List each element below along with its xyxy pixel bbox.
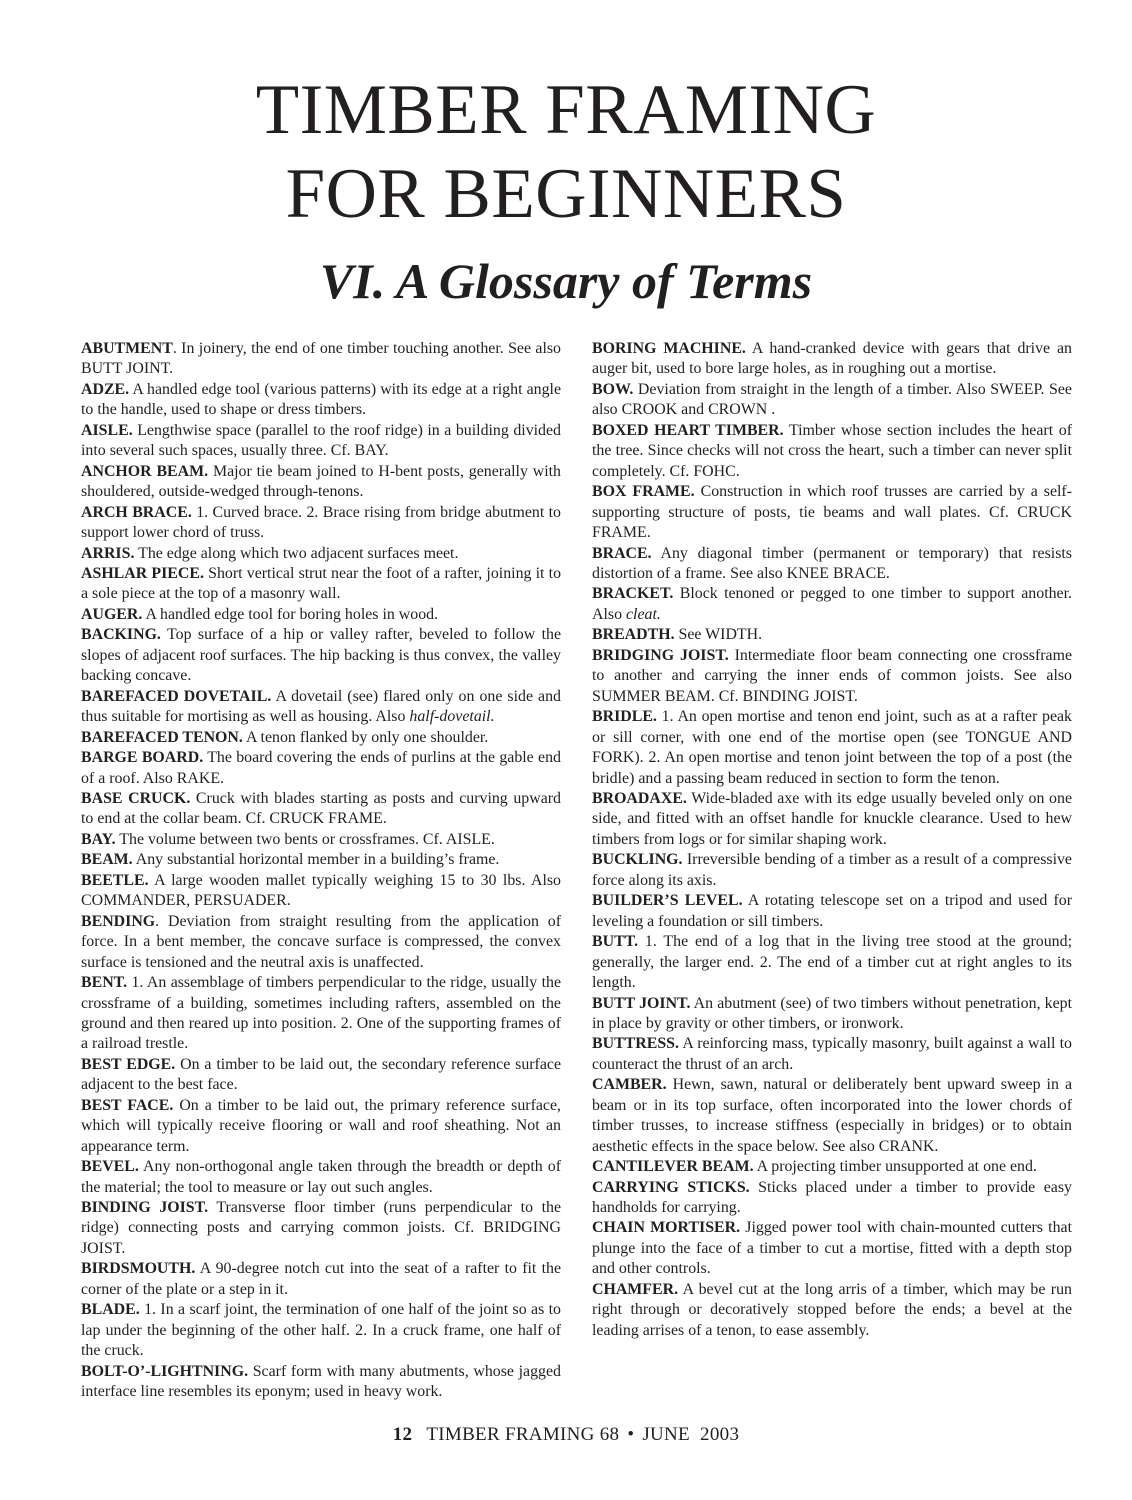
glossary-entry — [592, 707, 1072, 789]
glossary-right-column — [592, 339, 1072, 1341]
glossary-term: ARCH BRACE. — [81, 503, 192, 521]
glossary-definition: A bevel cut at the long arris of a timber, which may be run right through or decoratively stopped before the ends; a bevel at the leading arrises of a tenon, to ease assembly. — [592, 1280, 1072, 1339]
glossary-entry — [592, 1218, 1072, 1279]
glossary-definition: A projecting timber unsupported at one end. — [753, 1158, 1037, 1176]
glossary-definition: A handled edge tool for boring holes in wood. — [142, 605, 439, 623]
glossary-term: ANCHOR BEAM. — [81, 462, 209, 480]
glossary-entry — [81, 380, 561, 421]
glossary-entry — [592, 584, 1072, 625]
glossary-term: BENT. — [81, 974, 128, 992]
glossary-left-column — [81, 339, 561, 1403]
glossary-entry — [81, 748, 561, 789]
glossary-definition: 1. In a scarf joint, the termination of one half of the joint so as to lap under the beginning of the other half. 2. In a cruck frame, one half of the cruck. — [81, 1301, 561, 1360]
glossary-entry — [81, 1259, 561, 1300]
glossary-entry — [592, 1157, 1072, 1177]
glossary-definition: Sticks placed under a timber to provide easy handholds for carrying. — [592, 1178, 1072, 1217]
glossary-definition: A large wooden mallet typically weighing 15 to 30 lbs. Also COMMANDER, PERSUADER. — [81, 871, 561, 910]
glossary-term: BINDING JOIST. — [81, 1199, 209, 1217]
page-title-line-2: FOR BEGINNERS — [285, 155, 847, 233]
glossary-term: BENDING — [81, 912, 156, 930]
glossary-term: BUTT JOINT. — [592, 994, 691, 1012]
glossary-term: BOXED HEART TIMBER. — [592, 421, 784, 439]
glossary-term: BAREFACED TENON. — [81, 728, 243, 746]
glossary-definition: The volume between two bents or crossframes. Cf. AISLE. — [115, 830, 495, 848]
glossary-term: BARGE BOARD. — [81, 749, 204, 767]
glossary-entry — [81, 462, 561, 503]
glossary-definition: Any diagonal timber (permanent or temporary) that resists distortion of a frame. See also KNEE BRACE. — [592, 544, 1072, 582]
glossary-definition: Timber whose section includes the heart of the tree. Since checks will not cross the heart, such a timber can never split completely. Cf. FOHC. — [592, 421, 1073, 480]
bullet-separator: • — [627, 1424, 635, 1445]
glossary-definition: An abutment (see) of two timbers without penetration, kept in place by gravity or other timbers, or ironwork. — [592, 994, 1072, 1032]
glossary-entry — [81, 1198, 561, 1259]
glossary-term: BAY. — [81, 830, 116, 848]
glossary-term: BEST FACE. — [81, 1096, 174, 1114]
glossary-term: BOX FRAME. — [592, 483, 695, 501]
glossary-entry — [592, 891, 1072, 932]
glossary-definition: . In joinery, the end of one timber touching another. See also BUTT JOINT. — [81, 340, 561, 378]
glossary-entry — [81, 728, 561, 748]
glossary-term: BUILDER’S LEVEL. — [592, 892, 743, 910]
glossary-entry — [592, 932, 1072, 993]
glossary-definition: Construction in which roof trusses are carried by a self-supporting structure of posts, tie beams and wall plates. Cf. CRUCK FRAME. — [592, 483, 1073, 542]
glossary-term: AUGER. — [81, 605, 143, 623]
glossary-term: BRACE. — [592, 544, 652, 562]
glossary-entry — [592, 544, 1072, 585]
glossary-term: ARRIS. — [81, 544, 135, 562]
glossary-term: BUCKLING. — [592, 851, 683, 869]
glossary-term: CAMBER. — [592, 1076, 667, 1094]
glossary-entry — [81, 544, 561, 564]
glossary-entry — [81, 625, 561, 686]
glossary-entry — [81, 564, 561, 605]
glossary-term: BOLT-O’-LIGHTNING. — [81, 1362, 249, 1380]
glossary-entry — [81, 973, 561, 1055]
glossary-entry — [81, 503, 561, 544]
glossary-definition: 1. An open mortise and tenon end joint, such as at a rafter peak or sill corner, with one end of the mortise open (see TONGUE AND FORK). 2. An open mortise and tenon joint between the top of a post (the bridle) and a passing beam reduced in section to form the tenon. — [592, 708, 1072, 787]
glossary-definition: 1. An assemblage of timbers perpendicular to the ridge, usually the crossframe of a building, sometimes including rafters, assembled on the ground and then reared up into position. 2. One of the supporting frames of a railroad trestle. — [81, 974, 561, 1053]
glossary-definition: Lengthwise space (parallel to the roof ridge) in a building divided into several such spaces, usually three. Cf. BAY. — [81, 421, 561, 460]
glossary-definition: Jigged power tool with chain-mounted cutters that plunge into the face of a timber to cut a mortise, fitted with a depth stop and other controls. — [592, 1219, 1072, 1278]
glossary-term: BACKING. — [81, 626, 161, 644]
glossary-definition: A dovetail (see) flared only on one side and thus suitable for mortising as well as housing. Also — [81, 687, 561, 726]
glossary-entry — [592, 789, 1072, 850]
glossary-definition: Major tie beam joined to H-bent posts, generally with shouldered, outside-wedged through-tenons. — [81, 462, 561, 501]
page-number: 12 — [392, 1424, 413, 1445]
glossary-entry — [81, 1300, 561, 1361]
glossary-definition: Irreversible bending of a timber as a result of a compressive force along its axis. — [592, 851, 1072, 889]
glossary-entry — [592, 850, 1072, 891]
glossary-term: BUTTRESS. — [592, 1035, 679, 1053]
glossary-term: BEST EDGE. — [81, 1055, 176, 1073]
glossary-definition: 1. Curved brace. 2. Brace rising from bridge abutment to support lower chord of truss. — [81, 503, 562, 542]
glossary-entry — [81, 1096, 561, 1157]
publication-name: TIMBER FRAMING 68 — [426, 1424, 620, 1445]
glossary-term: BEAM. — [81, 851, 133, 869]
glossary-definition: On a timber to be laid out, the primary reference surface, which will typically receive flooring or wall and roof sheathing. Not an appearance term. — [81, 1096, 561, 1155]
glossary-term: AISLE. — [81, 421, 133, 439]
glossary-entry — [81, 850, 561, 870]
glossary-entry — [592, 421, 1072, 482]
glossary-entry — [81, 1157, 561, 1198]
glossary-definition: A hand-cranked device with gears that drive an auger bit, used to bore large holes, as in roughing out a mortise. — [592, 340, 1072, 378]
glossary-definition: Transverse floor timber (runs perpendicular to the ridge) connecting posts and carrying common joists. Cf. BRIDGING JOIST. — [81, 1199, 561, 1257]
glossary-entry — [592, 1034, 1072, 1075]
glossary-definition: A 90-degree notch cut into the seat of a rafter to fit the corner of the plate or a step in it. — [81, 1260, 561, 1298]
glossary-term: BORING MACHINE. — [592, 340, 746, 357]
glossary-term: BUTT. — [592, 933, 639, 951]
glossary-term: BRIDLE. — [592, 708, 657, 726]
page-subtitle: VI. A Glossary of Terms — [319, 253, 813, 309]
glossary-term: BRIDGING JOIST. — [592, 646, 729, 664]
glossary-definition: Top surface of a hip or valley rafter, beveled to follow the slopes of adjacent roof surfaces. The hip backing is thus convex, the valley backing concave. — [81, 626, 561, 685]
glossary-term: BAREFACED DOVETAIL. — [81, 687, 272, 705]
glossary-definition-italic: half-dovetail. — [409, 708, 495, 726]
glossary-term: BEETLE. — [81, 871, 149, 889]
glossary-definition: A rotating telescope set on a tripod and used for leveling a foundation or sill timbers. — [592, 892, 1072, 930]
glossary-definition: See WIDTH. — [674, 626, 763, 644]
glossary-entry — [81, 1055, 561, 1096]
glossary-definition: Short vertical strut near the foot of a rafter, joining it to a sole piece at the top of a masonry wall. — [81, 564, 562, 603]
glossary-definition: A tenon flanked by only one shoulder. — [242, 728, 489, 746]
glossary-definition: Wide-bladed axe with its edge usually beveled only on one side, and fitted with an offset handle for knuckle clearance. Used to hew timbers from logs or for similar shaping work. — [592, 789, 1072, 848]
glossary-definition: 1. The end of a log that in the living tree stood at the ground; generally, the larger end. 2. The end of a timber cut at right angles to its length. — [592, 933, 1072, 992]
glossary-definition: Hewn, sawn, natural or deliberately bent upward sweep in a beam or in its top surface, often incorporated into the lower chords of timber trusses, to increase stiffness (especially in bridges) or to obtain aesthetic effects in the space below. See also CRANK. — [592, 1076, 1072, 1155]
glossary-term: BIRDSMOUTH. — [81, 1260, 196, 1278]
glossary-definition: The edge along which two adjacent surfaces meet. — [134, 544, 459, 562]
glossary-entry — [81, 339, 561, 380]
glossary-definition: Scarf form with many abutments, whose jagged interface line resembles its eponym; used in heavy work. — [81, 1362, 561, 1401]
glossary-definition: Intermediate floor beam connecting one crossframe to another and carrying the inner ends of common joists. See also SUMMER BEAM. Cf. BINDING JOIST. — [592, 646, 1073, 705]
glossary-definition: Any non-orthogonal angle taken through the breadth or depth of the material; the tool to measure or lay out such angles. — [81, 1158, 561, 1196]
glossary-definition: Block tenoned or pegged to one timber to support another. Also — [592, 585, 1072, 623]
glossary-definition: Any substantial horizontal member in a building’s frame. — [132, 851, 500, 869]
issue-date: JUNE 2003 — [642, 1424, 740, 1445]
glossary-entry — [592, 380, 1072, 421]
glossary-entry — [592, 994, 1072, 1035]
glossary-entry — [592, 482, 1072, 543]
glossary-term: CARRYING STICKS. — [592, 1178, 750, 1196]
glossary-definition: On a timber to be laid out, the secondary reference surface adjacent to the best face. — [81, 1055, 562, 1094]
glossary-term: CANTILEVER BEAM. — [592, 1158, 754, 1176]
glossary-definition: A reinforcing mass, typically masonry, built against a wall to counteract the thrust of an arch. — [592, 1035, 1072, 1073]
glossary-term: BEVEL. — [81, 1158, 139, 1176]
glossary-entry — [81, 687, 561, 728]
glossary-entry — [592, 646, 1072, 707]
page-title-line-1: TIMBER FRAMING — [255, 71, 877, 149]
glossary-entry — [81, 421, 561, 462]
glossary-term: BOW. — [592, 380, 634, 398]
glossary-entry — [81, 871, 561, 912]
glossary-entry — [81, 789, 561, 830]
glossary-definition: Deviation from straight in the length of a timber. Also SWEEP. See also CROOK and CROWN . — [592, 380, 1072, 419]
glossary-definition: Cruck with blades starting as posts and curving upward to end at the collar beam. Cf. CRUCK FRAME. — [81, 789, 561, 828]
glossary-definition: The board covering the ends of purlins at the gable end of a roof. Also RAKE. — [81, 749, 561, 787]
glossary-term: BROADAXE. — [592, 789, 687, 807]
glossary-term: CHAIN MORTISER. — [592, 1219, 741, 1237]
glossary-term: ADZE. — [81, 380, 130, 398]
glossary-entry — [592, 339, 1072, 380]
glossary-entry — [81, 605, 561, 625]
glossary-term: BRACKET. — [592, 585, 674, 603]
glossary-entry — [592, 1075, 1072, 1157]
glossary-entry — [592, 1178, 1072, 1219]
glossary-entry — [592, 1280, 1072, 1341]
page-footer — [0, 1424, 1132, 1446]
glossary-entry — [81, 830, 561, 850]
glossary-definition: A handled edge tool (various patterns) with its edge at a right angle to the handle, used to shape or dress timbers. — [81, 380, 561, 419]
glossary-term: BLADE. — [81, 1301, 140, 1319]
glossary-definition-italic: cleat. — [626, 605, 661, 623]
glossary-entry — [81, 1362, 561, 1403]
glossary-entry — [592, 625, 1072, 645]
glossary-term: BASE CRUCK. — [81, 789, 191, 807]
glossary-term: ASHLAR PIECE. — [81, 564, 204, 582]
glossary-term: ABUTMENT — [81, 340, 173, 357]
glossary-term: CHAMFER. — [592, 1280, 679, 1298]
glossary-definition: . Deviation from straight resulting from the application of force. In a bent member, the concave surface is compressed, the convex surface is tensioned and the neutral axis is unaffected. — [81, 912, 561, 971]
glossary-term: BREADTH. — [592, 626, 675, 644]
glossary-entry — [81, 912, 561, 973]
